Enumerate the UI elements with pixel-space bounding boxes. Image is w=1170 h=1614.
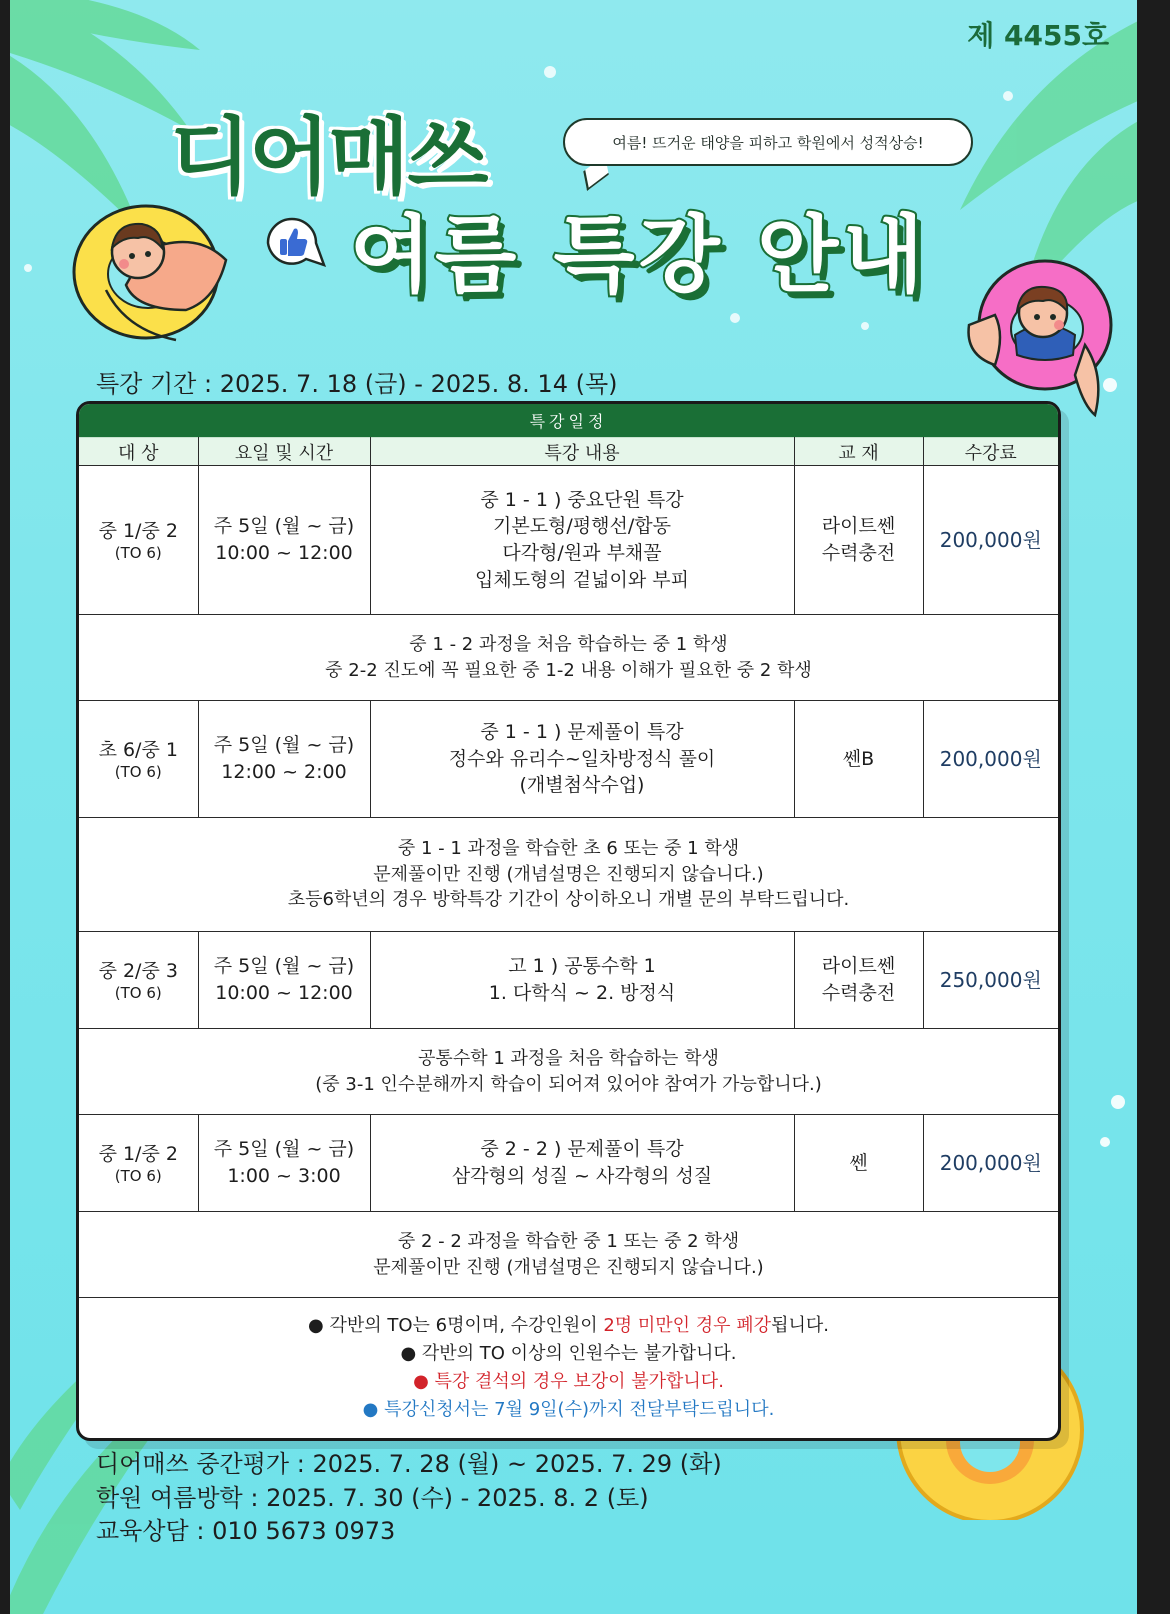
table-row bbox=[79, 701, 1058, 818]
textbook-cell: 쎈 bbox=[794, 1115, 923, 1212]
textbook-cell: 라이트쎈 수력충전 bbox=[794, 932, 923, 1029]
thumbs-up-icon bbox=[264, 215, 330, 271]
swim-ring-girl-illustration bbox=[955, 255, 1115, 425]
content-cell: 중 2 - 2 ) 문제풀이 특강 삼각형의 성질 ~ 사각형의 성질 bbox=[370, 1115, 794, 1212]
class-period: 특강 기간 : 2025. 7. 18 (금) - 2025. 8. 14 (목) bbox=[96, 370, 618, 398]
midterm-date: 디어매쓰 중간평가 : 2025. 7. 28 (월) ~ 2025. 7. 29 (화) bbox=[96, 1450, 722, 1478]
column-header-schedule: 요일 및 시간 bbox=[198, 438, 370, 466]
notice-no-makeup: ● 특강 결석의 경우 보강이 불가합니다. bbox=[413, 1370, 724, 1392]
notice-to-limit: ● 각반의 TO는 6명이며, 수강인원이 2명 미만인 경우 폐강됩니다. bbox=[308, 1315, 829, 1336]
poster bbox=[10, 0, 1137, 1614]
table-row bbox=[79, 932, 1058, 1029]
note-cell: 공통수학 1 과정을 처음 학습하는 학생 (중 3-1 인수분해까지 학습이 되어져 있어야 참여가 가능합니다.) bbox=[79, 1029, 1058, 1115]
target-cell: 초 6/중 1 (TO 6) bbox=[79, 701, 198, 818]
swim-ring-boy-illustration bbox=[66, 190, 246, 350]
target-cell: 중 2/중 3 (TO 6) bbox=[79, 932, 198, 1029]
column-header-fee: 수강료 bbox=[923, 438, 1058, 466]
notice-application-deadline: ● 특강신청서는 7월 9일(수)까지 전달부탁드립니다. bbox=[362, 1398, 775, 1420]
table-note-row bbox=[79, 1212, 1058, 1298]
note-cell: 중 1 - 2 과정을 처음 학습하는 중 1 학생 중 2-2 진도에 꼭 필요한 중 1-2 내용 이해가 필요한 중 2 학생 bbox=[79, 615, 1058, 701]
table-title: 특강일정 bbox=[79, 404, 1058, 437]
target-cell: 중 1/중 2 (TO 6) bbox=[79, 1115, 198, 1212]
fee-cell: 200,000원 bbox=[923, 701, 1058, 818]
schedule-cell: 주 5일 (월 ~ 금) 12:00 ~ 2:00 bbox=[198, 701, 370, 818]
note-cell: 중 2 - 2 과정을 학습한 중 1 또는 중 2 학생 문제풀이만 진행 (개념설명은 진행되지 않습니다.) bbox=[79, 1212, 1058, 1298]
table-row bbox=[79, 466, 1058, 615]
target-cell: 중 1/중 2 (TO 6) bbox=[79, 466, 198, 615]
content-cell: 중 1 - 1 ) 문제풀이 특강 정수와 유리수~일차방정식 풀이 (개별첨삭수업) bbox=[370, 701, 794, 818]
schedule-cell: 주 5일 (월 ~ 금) 10:00 ~ 12:00 bbox=[198, 466, 370, 615]
table-note-row bbox=[79, 818, 1058, 932]
table-row bbox=[79, 1115, 1058, 1212]
notices bbox=[79, 1298, 1058, 1424]
fee-cell: 200,000원 bbox=[923, 1115, 1058, 1212]
vacation-date: 학원 여름방학 : 2025. 7. 30 (수) - 2025. 8. 2 (토) bbox=[96, 1483, 649, 1512]
textbook-cell: 쎈B bbox=[794, 701, 923, 818]
schedule-grid bbox=[79, 437, 1058, 1298]
footer-info bbox=[96, 1448, 722, 1549]
page-subtitle: 여름 특강 안내 bbox=[350, 206, 928, 304]
fee-cell: 250,000원 bbox=[923, 932, 1058, 1029]
column-header-content: 특강 내용 bbox=[370, 438, 794, 466]
contact-phone: 교육상담 : 010 5673 0973 bbox=[96, 1517, 396, 1546]
schedule-cell: 주 5일 (월 ~ 금) 10:00 ~ 12:00 bbox=[198, 932, 370, 1029]
content-cell: 중 1 - 1 ) 중요단원 특강 기본도형/평행선/합동 다각형/원과 부채꼴 입체도형의 겉넓이와 부피 bbox=[370, 466, 794, 615]
schedule-cell: 주 5일 (월 ~ 금) 1:00 ~ 3:00 bbox=[198, 1115, 370, 1212]
content-cell: 고 1 ) 공통수학 1 1. 다학식 ~ 2. 방정식 bbox=[370, 932, 794, 1029]
table-note-row bbox=[79, 1029, 1058, 1115]
table-header-row bbox=[79, 438, 1058, 466]
column-header-target: 대 상 bbox=[79, 438, 198, 466]
note-cell: 중 1 - 1 과정을 학습한 초 6 또는 중 1 학생 문제풀이만 진행 (개념설명은 진행되지 않습니다.) 초등6학년의 경우 방학특강 기간이 상이하오니 개별 문의 부탁드립니다. bbox=[79, 818, 1058, 932]
page-title: 디어매쓰 bbox=[170, 108, 487, 206]
table-note-row bbox=[79, 615, 1058, 701]
notice-max-capacity: ● 각반의 TO 이상의 인원수는 불가합니다. bbox=[400, 1342, 737, 1364]
schedule-table bbox=[76, 401, 1061, 1441]
column-header-textbook: 교 재 bbox=[794, 438, 923, 466]
speech-bubble: 여름! 뜨거운 태양을 피하고 학원에서 성적상승! bbox=[563, 118, 973, 166]
issue-number: 제 4455호 bbox=[967, 19, 1109, 52]
textbook-cell: 라이트쎈 수력충전 bbox=[794, 466, 923, 615]
fee-cell: 200,000원 bbox=[923, 466, 1058, 615]
